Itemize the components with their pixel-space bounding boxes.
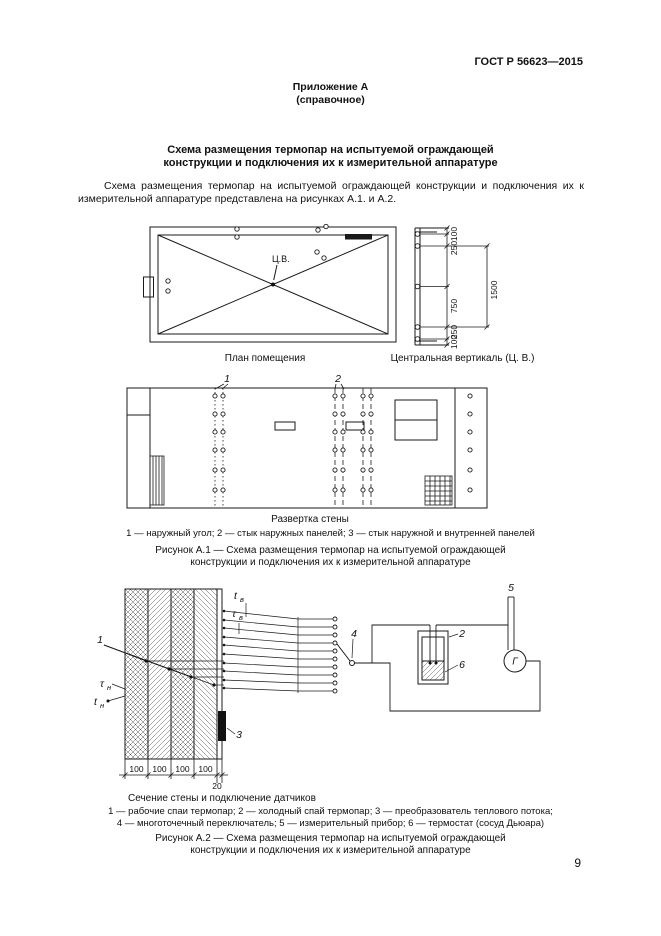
dim-100-bottom: 100 [449,334,459,350]
t-outside-label: t [94,696,97,708]
dim-250-top: 250 [449,240,459,256]
figure-a2-legend-line1: 1 — рабочие спаи термопар; 2 — холодный спай термопар; 3 — преобразователь теплового потока; [108,806,553,817]
figure-a2-caption-line2: конструкции и подключения их к измерительной аппаратуре [190,845,471,856]
outside-sensor-dot [107,700,110,703]
callout-6: 6 [459,659,465,671]
intro-paragraph: Схема размещения термопар на испытуемой ограждающей конструкции и подключения их к измерительной аппаратуре представлена на рисунках А.1. и А.2. [78,180,584,205]
section-dim-100-1: 100 [129,764,144,774]
callout-1: 1 [97,634,103,646]
page-number: 9 [574,856,581,870]
wall-layers [125,589,222,759]
development-caption: Развертка стены [271,514,349,525]
dev-marker-2: 2 [335,373,341,385]
thermocouple-wires [224,611,333,693]
plan-wall-element [345,234,372,240]
section-dim-20: 20 [212,781,222,791]
section-dim-100-4: 100 [198,764,213,774]
section-dim-100-2: 100 [152,764,167,774]
dim-750: 750 [449,298,459,314]
plan-walls [144,227,397,342]
figure-a2-caption-line1: Рисунок А.2 — Схема размещения термопар на испытуемой ограждающей [155,833,506,844]
callout-2: 2 [459,628,465,640]
switch-arm [337,644,350,661]
dewar-vessel [418,631,448,684]
heat-flux-transducer [218,711,226,741]
wall-development-diagram [120,368,495,513]
plan-center-label: Ц.В. [272,254,290,264]
switch-pivot [350,661,355,666]
dev-joint-lines [215,388,371,508]
wall-section-diagram [88,577,558,792]
t-inside-sub: в [240,595,244,604]
cold-junction-dot [429,662,432,665]
galvanometer-letter: Г [512,656,518,668]
figure-a2-legend-line2: 4 — многоточечный переключатель; 5 — измерительный прибор; 6 — термостат (сосуд Дьюара) [116,818,545,829]
section-dim-100-3: 100 [175,764,190,774]
appendix-label: Приложение А [292,81,369,93]
section-caption: Сечение стены и подключение датчиков [128,793,316,804]
section-title-line1: Схема размещения термопар на испытуемой ограждающей [167,144,494,156]
callout-4: 4 [351,628,357,640]
room-plan-diagram [143,220,399,350]
dev-outline [127,388,487,508]
figure-a1-legend: 1 — наружный угол; 2 — стык наружных панелей; 3 — стык наружной и внутренней панелей [126,528,535,539]
dim-1500: 1500 [489,280,499,300]
dev-thermocouple-points [213,394,472,492]
vertical-caption: Центральная вертикаль (Ц. В.) [390,353,535,364]
standard-number: ГОСТ Р 56623—2015 [474,56,583,68]
dim-250-bottom: 250 [449,324,459,340]
plan-caption: План помещения [224,353,306,364]
t-outside-sub: н [100,701,105,710]
dev-marker-1: 1 [224,373,230,385]
callout-5: 5 [508,582,514,594]
central-vertical-diagram [403,218,508,354]
switch-contacts [333,617,337,693]
cold-junction-dot-2 [435,662,438,665]
tau-inside-label: τ [232,608,236,620]
callout-3: 3 [236,729,242,741]
dev-radiators [150,456,452,505]
figure-a1-caption-line1: Рисунок А.1 — Схема размещения термопар на испытуемой ограждающей [155,545,506,556]
dim-100-top: 100 [449,226,459,242]
plan-center-point [271,283,275,287]
tau-inside-sub: в [239,613,243,622]
section-title-line2: конструкции и подключения их к измерительной аппаратуре [163,157,498,169]
t-inside-label: t [234,590,237,602]
figure-a1-caption-line2: конструкции и подключения их к измерительной аппаратуре [190,557,471,568]
vertical-thermocouple-points [415,232,420,342]
appendix-kind: (справочное) [296,94,365,106]
tau-outside-label: τ [100,678,104,690]
tau-outside-sub: н [107,683,112,692]
